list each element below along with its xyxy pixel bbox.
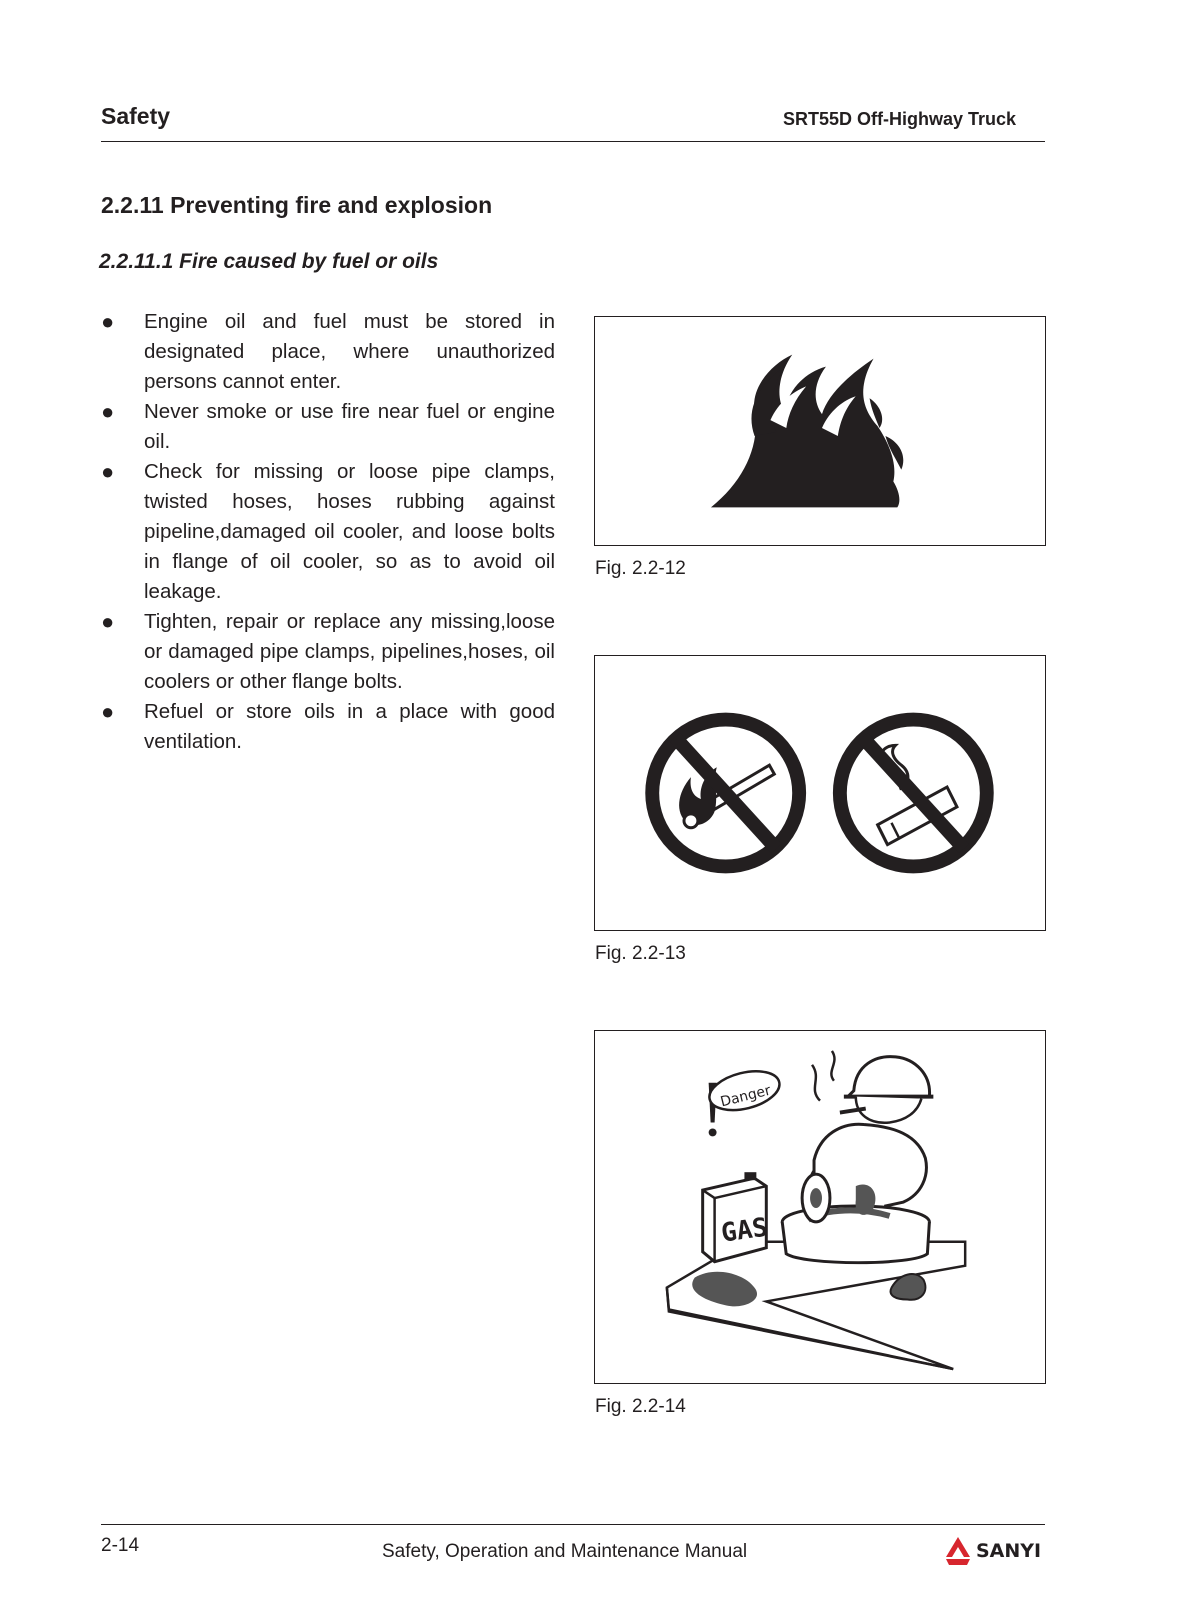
list-item (101, 457, 555, 607)
list-item-text: Tighten, repair or replace any missing,loose or damaged pipe clamps, pipelines,hoses, oil coolers or other flange bolts. (144, 610, 555, 693)
bullet-icon: ● (101, 309, 115, 334)
flame-icon (595, 317, 1045, 545)
gas-can-label: GAS (719, 1212, 770, 1249)
subsection-title: 2.2.11.1 Fire caused by fuel or oils (99, 250, 439, 273)
list-item (101, 607, 555, 697)
header-divider (101, 141, 1045, 142)
header-product-name: SRT55D Off-Highway Truck (782, 109, 1016, 129)
list-item (101, 397, 555, 457)
list-item-text: Refuel or store oils in a place with good ventilation. (144, 700, 555, 753)
gas-can-icon (703, 1172, 770, 1261)
figure-caption: Fig. 2.2-12 (595, 558, 686, 579)
figure-caption: Fig. 2.2-14 (595, 1396, 686, 1417)
figure-prohibition-signs (594, 655, 1046, 931)
list-item-text: Never smoke or use fire near fuel or engine oil. (144, 400, 555, 453)
bullet-list (101, 307, 555, 757)
footer-manual-title: Safety, Operation and Maintenance Manual (382, 1541, 748, 1562)
list-item-text: Engine oil and fuel must be stored in designated place, where unauthorized persons cannot enter. (144, 310, 555, 393)
danger-sign-text: Danger (718, 1082, 773, 1111)
bullet-icon: ● (101, 609, 115, 634)
section-title: 2.2.11 Preventing fire and explosion (101, 192, 493, 218)
no-open-flame-icon (652, 720, 799, 867)
footer-divider (101, 1524, 1045, 1525)
bullet-icon: ● (101, 699, 115, 724)
bullet-icon: ● (101, 399, 115, 424)
danger-sign (705, 1065, 783, 1137)
brand-name: SANYI (976, 1540, 1042, 1562)
sanyi-logo-icon (946, 1537, 970, 1565)
figure-fire (594, 316, 1046, 546)
header-section-title: Safety (101, 103, 171, 129)
no-smoking-icon (840, 720, 987, 867)
figure-hazard-illustration (594, 1030, 1046, 1384)
sanyi-logo (942, 1531, 1046, 1571)
figure-caption: Fig. 2.2-13 (595, 943, 686, 964)
list-item (101, 697, 555, 757)
list-item-text: Check for missing or loose pipe clamps, twisted hoses, hoses rubbing against pipeline,damaged oil cooler, and loose bolts in flange of oil cooler, so as to avoid oil leakage. (144, 460, 555, 603)
bullet-icon: ● (101, 459, 115, 484)
list-item (101, 307, 555, 397)
page-number: 2-14 (101, 1535, 140, 1556)
